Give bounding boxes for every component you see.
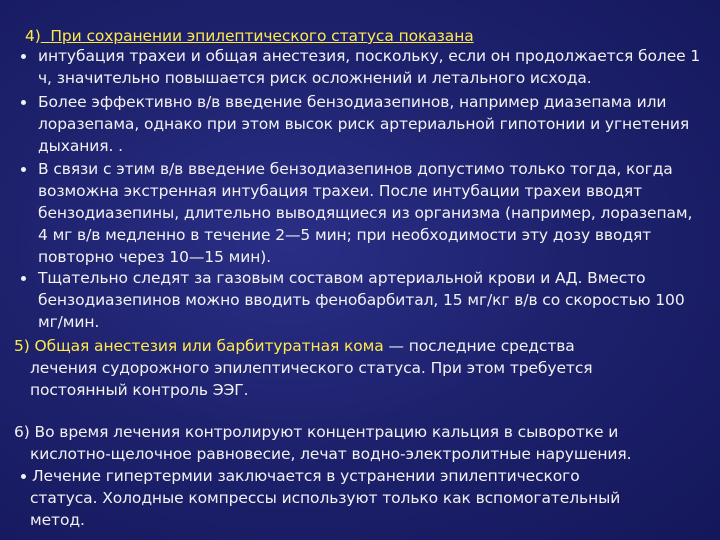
bullet-4-3-line-1: В связи с этим в/в введение бензодиазепинов допустимо только тогда, когда [38, 160, 673, 178]
bullet-4-2-line-3: дыхания. . [38, 137, 123, 155]
bullet-marker [21, 167, 26, 172]
section-6-line-1: 6) Во время лечения контролируют концентрацию кальция в сыворотке и [14, 423, 619, 441]
section-4-heading-text: При сохранении эпилептического статуса показана [50, 27, 474, 45]
section-5-line-3: постоянный контроль ЭЭГ. [30, 381, 249, 399]
bullet-4-4-line-2: бензодиазепинов можно вводить фенобарбитал, 15 мг/кг в/в со скоростью 100 [38, 291, 685, 309]
section-5-line-2: лечения судорожного эпилептического статуса. При этом требуется [30, 359, 593, 377]
bullet-4-1-line-2: ч, значительно повышается риск осложнений и летального исхода. [38, 69, 592, 87]
bullet-4-3-line-5: повторно через 10—15 мин). [38, 248, 272, 266]
bullet-4-4-line-1: Тщательно следят за газовым составом артериальной крови и АД. Вместо [38, 269, 646, 287]
bullet-4-3-line-2: возможна экстренная интубация трахеи. После интубации трахеи вводят [38, 182, 643, 200]
section-4-number: 4) [25, 27, 41, 45]
bullet-4-2-line-2: лоразепама, однако при этом высок риск артериальной гипотонии и угнетения [38, 115, 690, 133]
bullet-4-3-line-4: 4 мг в/в медленно в течение 2—5 мин; при необходимости эту дозу вводят [38, 226, 652, 244]
bullet-marker [21, 100, 26, 105]
bullet-marker [21, 474, 26, 479]
bullet-6-1-line-1: Лечение гипертермии заключается в устранении эпилептического [32, 467, 580, 485]
section-5-highlight: Общая анестезия или барбитуратная кома [34, 337, 384, 355]
bullet-4-3-line-3: бензодиазепины, длительно выводящиеся из организма (например, лоразепам, [38, 204, 693, 222]
section-5-line-1 [14, 336, 575, 356]
bullet-4-4-line-3: мг/мин. [38, 313, 100, 331]
bullet-marker [21, 276, 26, 281]
section-4-heading [25, 26, 474, 46]
section-5-rest: — последние средства [383, 337, 575, 355]
bullet-4-1-line-1: интубация трахеи и общая анестезия, поскольку, если он продолжается более 1 [38, 47, 701, 65]
bullet-6-1-line-3: метод. [30, 511, 85, 529]
bullet-4-2-line-1: Более эффективно в/в введение бензодиазепинов, например диазепама или [38, 93, 667, 111]
section-6-line-2: кислотно-щелочное равновесие, лечат водно-электролитные нарушения. [30, 445, 632, 463]
bullet-marker [21, 54, 26, 59]
bullet-6-1-line-2: статуса. Холодные компрессы используют только как вспомогательный [30, 489, 621, 507]
section-5-number: 5) [14, 337, 30, 355]
